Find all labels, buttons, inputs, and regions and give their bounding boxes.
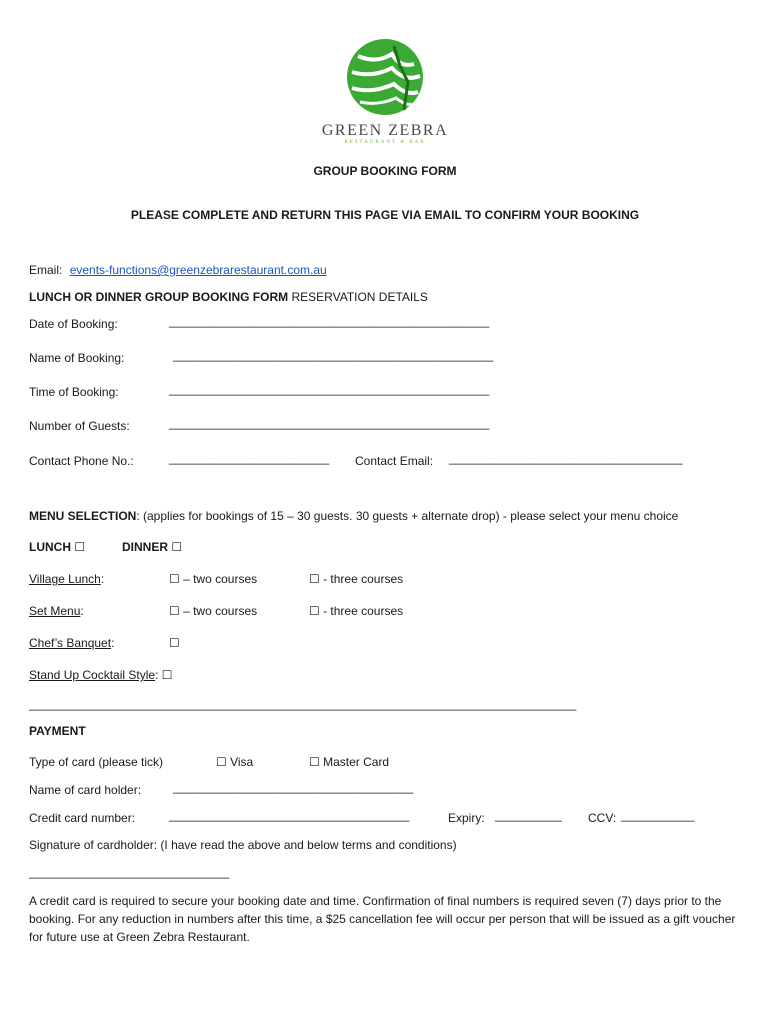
card-holder-label: Name of card holder: <box>29 783 142 797</box>
card-number-field[interactable]: ____________________________________ <box>169 808 410 822</box>
email-row <box>29 263 327 277</box>
guests-label: Number of Guests: <box>29 419 130 433</box>
card-holder-field[interactable]: ____________________________________ <box>173 780 414 794</box>
time-label: Time of Booking: <box>29 385 119 399</box>
chefs-banquet-text: Chef’s Banquet <box>29 636 112 650</box>
village-lunch-text: Village Lunch <box>29 572 101 586</box>
email-label: Email: <box>29 263 63 277</box>
set-menu-colon: : <box>80 604 84 618</box>
stand-up-row[interactable] <box>29 668 173 682</box>
set-menu-label <box>29 604 84 618</box>
form-title: GROUP BOOKING FORM <box>313 164 457 178</box>
phone-field[interactable]: ________________________ <box>169 451 330 465</box>
signature-field[interactable]: ______________________________ <box>29 865 230 879</box>
dinner-checkbox[interactable]: DINNER ☐ <box>122 540 183 554</box>
date-field[interactable]: ________________________________________________ <box>169 314 490 328</box>
village-lunch-three-courses[interactable]: ☐ - three courses <box>309 572 404 586</box>
zebra-logo-icon <box>296 36 474 122</box>
contact-email-label: Contact Email: <box>355 454 434 468</box>
set-menu-two-courses[interactable]: ☐ – two courses <box>169 604 258 618</box>
green-zebra-logo <box>296 36 474 154</box>
signature-label: Signature of cardholder: (I have read the above and below terms and conditions) <box>29 838 457 852</box>
name-field[interactable]: ________________________________________________ <box>173 348 494 362</box>
reservation-heading <box>29 290 428 304</box>
expiry-label: Expiry: <box>448 811 485 825</box>
stand-up-checkbox[interactable]: : ☐ <box>155 668 173 682</box>
ccv-label: CCV: <box>588 811 617 825</box>
chefs-banquet-label <box>29 636 114 650</box>
form-subtitle: PLEASE COMPLETE AND RETURN THIS PAGE VIA EMAIL TO CONFIRM YOUR BOOKING <box>130 208 640 222</box>
expiry-field[interactable]: __________ <box>495 808 562 822</box>
logo-subtitle: RESTAURANT & BAR <box>344 140 426 145</box>
terms-paragraph: A credit card is required to secure your booking date and time. Confirmation of final numbers is required seven (7) days prior to the booking. For any reduction in numbers after this time, a $25 cancellation fee will occur per person that will be issued as a gift voucher for future use at Green Zebra Restaurant. <box>29 894 736 944</box>
lunch-checkbox[interactable]: LUNCH ☐ <box>29 540 86 554</box>
date-label: Date of Booking: <box>29 317 118 331</box>
email-link[interactable]: events-functions@greenzebrarestaurant.com.au <box>69 263 327 277</box>
village-lunch-colon: : <box>100 572 105 586</box>
menu-heading-bold: MENU SELECTION <box>29 509 137 523</box>
mastercard-checkbox[interactable]: ☐ Master Card <box>309 755 390 769</box>
name-label: Name of Booking: <box>29 351 125 365</box>
village-lunch-label <box>29 572 104 586</box>
phone-label: Contact Phone No.: <box>29 454 134 468</box>
visa-checkbox[interactable]: ☐ Visa <box>216 755 254 769</box>
set-menu-text: Set Menu <box>29 604 81 618</box>
ccv-field[interactable]: ___________ <box>621 808 695 822</box>
time-field[interactable]: ________________________________________________ <box>169 382 490 396</box>
payment-heading: PAYMENT <box>29 724 86 738</box>
section-divider: __________________________________________________________________________________ <box>29 697 577 711</box>
reservation-heading-rest: RESERVATION DETAILS <box>288 290 428 304</box>
set-menu-three-courses[interactable]: ☐ - three courses <box>309 604 404 618</box>
chefs-banquet-checkbox[interactable]: ☐ <box>169 636 180 650</box>
contact-email-field[interactable]: ___________________________________ <box>449 451 683 465</box>
menu-heading <box>29 509 678 523</box>
card-type-label: Type of card (please tick) <box>29 755 164 769</box>
chefs-banquet-colon: : <box>111 636 115 650</box>
reservation-heading-bold: LUNCH OR DINNER GROUP BOOKING FORM <box>29 290 289 304</box>
logo-name: GREEN ZEBRA <box>321 122 449 139</box>
menu-heading-rest: : (applies for bookings of 15 – 30 guests. 30 guests + alternate drop) - please select your menu choice <box>136 509 679 523</box>
village-lunch-two-courses[interactable]: ☐ – two courses <box>169 572 258 586</box>
card-number-label: Credit card number: <box>29 811 136 825</box>
guests-field[interactable]: ________________________________________________ <box>169 416 490 430</box>
stand-up-text: Stand Up Cocktail Style <box>29 668 156 682</box>
